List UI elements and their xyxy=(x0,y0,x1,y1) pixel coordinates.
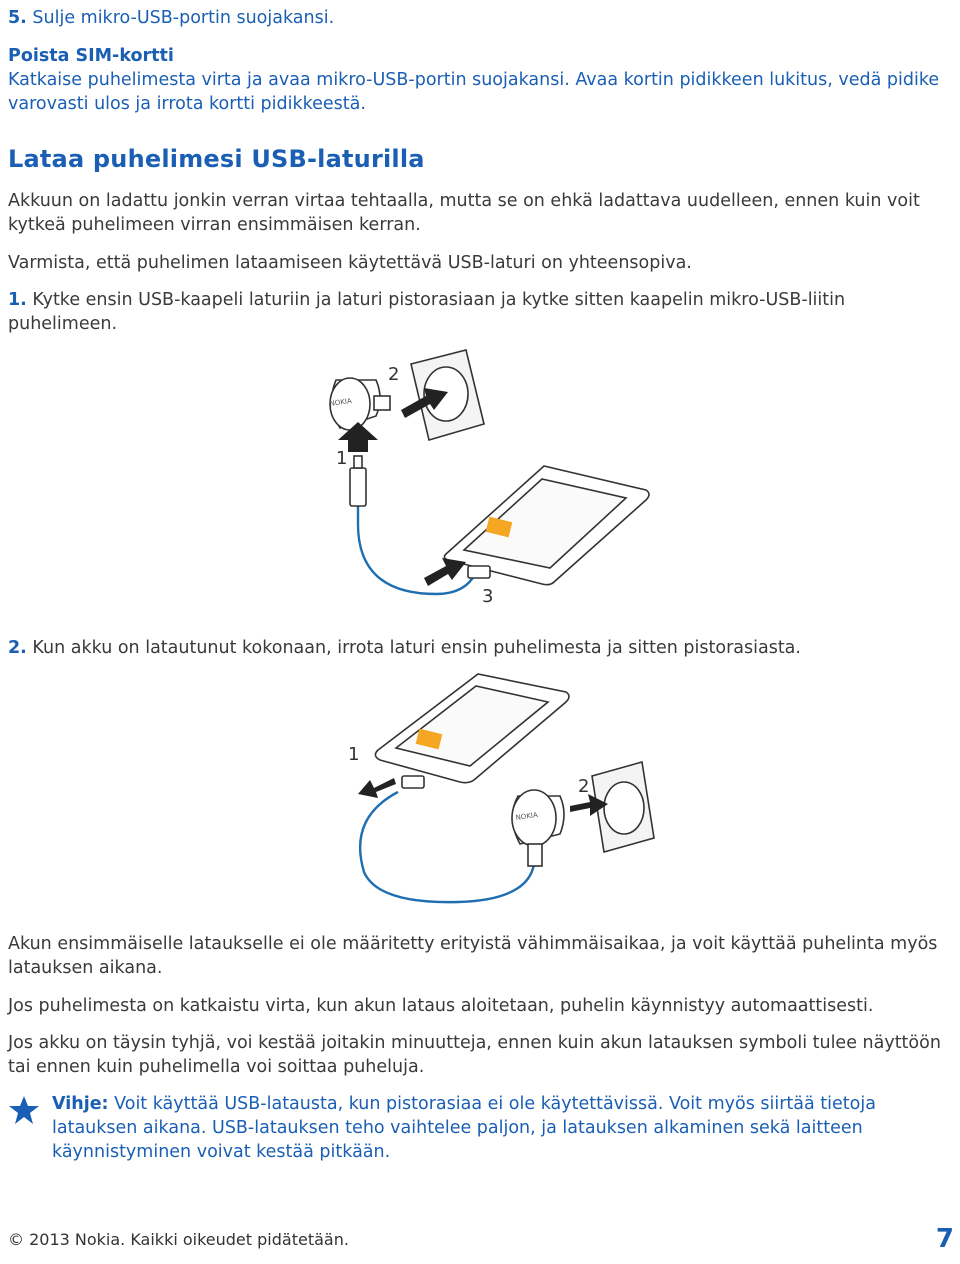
paragraph-first-charge: Akun ensimmäiselle lataukselle ei ole määritetty erityistä vähimmäisaikaa, ja voit käyttää puhelinta myös latauksen aikana. xyxy=(8,934,938,978)
brand-logo: NOKIA xyxy=(329,396,353,408)
micro-usb-plug xyxy=(402,776,424,788)
figure-label-3: 3 xyxy=(482,586,494,607)
remove-sim-heading: Poista SIM-kortti xyxy=(8,46,174,66)
figure-label-2: 2 xyxy=(578,776,590,797)
footer-copyright: © 2013 Nokia. Kaikki oikeudet pidätetään. xyxy=(8,1230,349,1249)
tip-paragraph: Vihje: Voit käyttää USB-latausta, kun pistorasiaa ei ole käytettävissä. Voit myös siirtää tietoja latauksen aikana. USB-latauksen teho vaihtelee paljon, ja latauksen alkaminen sekä laitteen käynnistyminen voivat kestää pitkään. xyxy=(52,1094,876,1162)
phone xyxy=(375,674,569,783)
figure-label-1: 1 xyxy=(336,448,348,469)
star-icon xyxy=(8,1095,40,1125)
brand-logo: NOKIA xyxy=(515,810,539,822)
step-5: 5. Sulje mikro-USB-portin suojakansi. xyxy=(8,8,335,28)
remove-sim-text: Katkaise puhelimesta virta ja avaa mikro-USB-portin suojakansi. Avaa kortin pidikkeen lukitus, vedä pidike varovasti ulos ja irrota kortti pidikkeestä. xyxy=(8,70,940,114)
step-2: 2. Kun akku on latautunut kokonaan, irrota laturi ensin puhelimesta ja sitten pistorasiasta. xyxy=(8,638,801,658)
usb-cable xyxy=(358,474,476,594)
charger xyxy=(512,790,564,866)
usb-cable xyxy=(360,792,534,902)
arrow-right-icon xyxy=(424,558,466,586)
step-1: 1. Kytke ensin USB-kaapeli laturiin ja laturi pistorasiaan ja kytke sitten kaapelin mikro-USB-liitin puhelimeen. xyxy=(8,290,846,334)
disconnect-charger-illustration xyxy=(338,668,658,908)
figure-label-1: 1 xyxy=(348,744,360,765)
paragraph-empty-battery: Jos akku on täysin tyhjä, voi kestää joitakin minuutteja, ennen kuin akun latauksen symboli tulee näyttöön tai ennen kuin puhelimella voi soittaa puheluja. xyxy=(8,1033,941,1077)
section-title: Lataa puhelimesi USB-laturilla xyxy=(8,145,425,173)
intro-paragraph-2: Varmista, että puhelimen lataamiseen käytettävä USB-laturi on yhteensopiva. xyxy=(8,253,692,273)
connect-charger-illustration xyxy=(306,344,666,610)
intro-paragraph-1: Akkuun on ladattu jonkin verran virtaa tehtaalla, mutta se on ehkä ladattava uudelleen, ennen kuin voit kytkeä puhelimeen virran ensimmäisen kerran. xyxy=(8,191,920,235)
page-number: 7 xyxy=(935,1224,954,1254)
figure-label-2: 2 xyxy=(388,364,400,385)
micro-usb-plug xyxy=(468,566,490,578)
paragraph-auto-start: Jos puhelimesta on katkaistu virta, kun akun lataus aloitetaan, puhelin käynnistyy automaattisesti. xyxy=(8,996,874,1016)
usb-plug xyxy=(350,468,366,506)
